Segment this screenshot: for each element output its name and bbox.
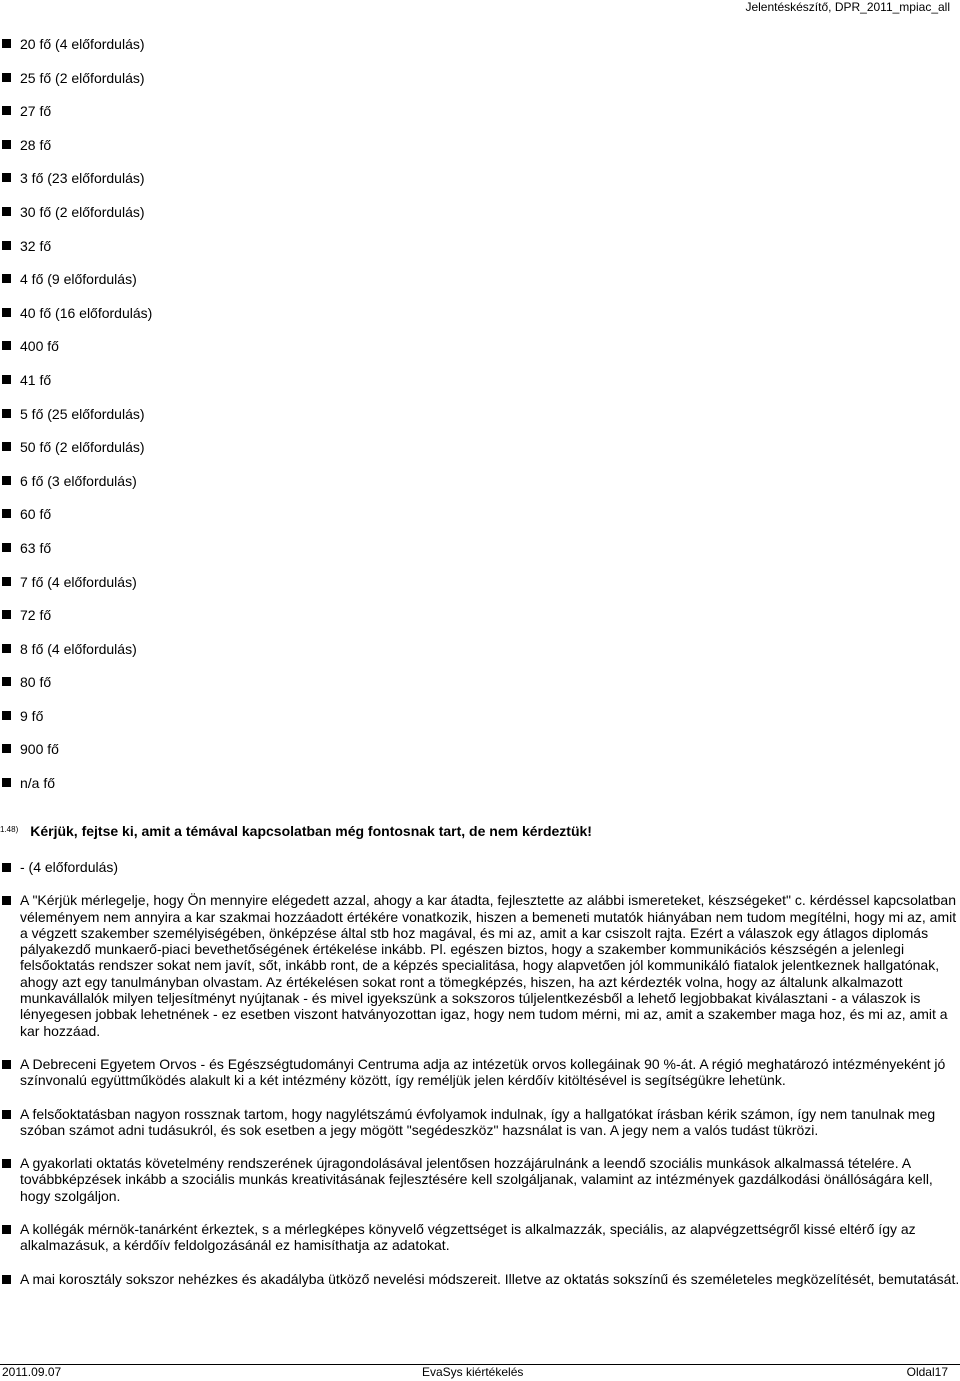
- list-item: [0, 473, 152, 507]
- answer-item: [0, 1056, 960, 1089]
- square-bullet-icon: [2, 896, 11, 905]
- square-bullet-icon: [2, 509, 11, 518]
- square-bullet-icon: [2, 73, 11, 82]
- square-bullet-icon: [2, 140, 11, 149]
- list-item: [0, 170, 152, 204]
- list-item-text: 32 fő: [20, 237, 52, 254]
- list-item-text: 27 fő: [20, 103, 52, 120]
- list-item: [0, 36, 152, 70]
- list-item-text: 900 fő: [20, 741, 59, 758]
- list-item: [0, 641, 152, 675]
- answer-text: - (4 előfordulás): [20, 859, 119, 875]
- open-answer-list: [0, 859, 960, 1287]
- square-bullet-icon: [2, 308, 11, 317]
- list-item: [0, 439, 152, 473]
- list-item-text: 7 fő (4 előfordulás): [20, 573, 137, 590]
- list-item: [0, 103, 152, 137]
- list-item: [0, 271, 152, 305]
- answer-item: [0, 892, 960, 1039]
- answer-text: A mai korosztály sokszor nehézkes és akadályba ütköző nevelési módszereit. Illetve az oktatás sokszínű és személeteles megközelítését, bemutatását.: [20, 1270, 960, 1287]
- list-item-text: 5 fő (25 előfordulás): [20, 405, 145, 422]
- square-bullet-icon: [2, 677, 11, 686]
- list-item: [0, 372, 152, 406]
- square-bullet-icon: [2, 1275, 11, 1284]
- list-item-text: 80 fő: [20, 674, 52, 691]
- list-item-text: 40 fő (16 előfordulás): [20, 304, 153, 321]
- square-bullet-icon: [2, 442, 11, 451]
- answer-text: A kollégák mérnök-tanárként érkeztek, s a mérlegképes könyvelő végzettséget is alkalmazzák, speciális, az alapvégzettségről kissé eltérő így az alkalmazásuk, a kérdőív feldolgozásánál ez hamisíthatja az adatokat.: [20, 1221, 916, 1254]
- answer-text: A "Kérjük mérlegelje, hogy Ön mennyire elégedett azzal, ahogy a kar átadta, fejlesztette az alábbi ismereteket, készségeket" c. kérdéssel kapcsolatban véleményem nem annyira a kar szakmai hozzáadott értékére vonatkozik, hiszen a bemeneti mutatók hiányában nem tudom megítélni, hogy mi az, amit a végzett szakember személyiségében, önképzése által stb hoz magával, és mi az, amit a kar csiszolt rajta. Ezért a válaszok egy átlagos diplomás pályakezdő munkaerő-piaci bevethetőségének értékelése inkább. Pl. egészen biztos, hogy a szakember kommunikációs készségén a jelenlegi felsőoktatás rendszer sokat nem javít, sőt, inkább ront, de a képzés specialitása, hogy alapvetően jól kommunikáló fiatalok jelentkeznek hallgatónak, ahogy azt egy tanulmányban olvastam. Az értékelésen sokat ront a tömegképzés, hiszen, ha azt kérdezték volna, hogy az általunk alkalmazott munkavállalók milyen teljesítményt nyújtanak - és mivel igyekszünk a sokszoros túljelentkezésből a lehető legjobbakat kiválasztani - a válaszok is lényegesen jobbak lehetnének - ez esetben viszont hatványozottan igaz, hogy nem tudom mérni, mi az, amit a szakember maga hoz, és mi az, amit a kar hozzáad.: [20, 892, 957, 1039]
- square-bullet-icon: [2, 610, 11, 619]
- square-bullet-icon: [2, 1110, 11, 1119]
- square-bullet-icon: [2, 241, 11, 250]
- answer-text: A gyakorlati oktatás követelmény rendszerének újragondolásával jelentősen hozzájárulnánk a leendő szociális munkások alkalmassá tételére. A továbbképzések inkább a szociális munkás kreativitásának fejlesztésére kell szolgáljanak, valamint az intézmények gazdálkodási önállóságára kell, hogy szolgáljon.: [20, 1155, 933, 1204]
- square-bullet-icon: [2, 476, 11, 485]
- question-heading: [0, 823, 592, 842]
- list-item-text: 8 fő (4 előfordulás): [20, 640, 137, 657]
- square-bullet-icon: [2, 106, 11, 115]
- square-bullet-icon: [2, 744, 11, 753]
- list-item-text: 28 fő: [20, 136, 52, 153]
- question-text: Kérjük, fejtse ki, amit a témával kapcsolatban még fontosnak tart, de nem kérdeztük!: [30, 823, 592, 839]
- question-number: 1.48): [0, 825, 19, 834]
- square-bullet-icon: [2, 274, 11, 283]
- answer-text: A Debreceni Egyetem Orvos - és Egészségtudományi Centruma adja az intézetük orvos kollegáinak 90 %-át. A régió meghatározó intézményeként jó színvonalú együttműködés alakult ki a két intézmény között, így reméljük jelen kérdőív kitöltésével is segítségükre lehetünk.: [20, 1055, 946, 1089]
- answer-item: [0, 1221, 960, 1254]
- list-item: [0, 305, 152, 339]
- square-bullet-icon: [2, 1225, 11, 1234]
- square-bullet-icon: [2, 863, 11, 872]
- footer-center-label: EvaSys kiértékelés: [422, 1365, 524, 1379]
- footer-date: 2011.09.07: [2, 1365, 62, 1379]
- list-item: [0, 540, 152, 574]
- list-item: [0, 238, 152, 272]
- list-item-text: 9 fő: [20, 707, 44, 724]
- list-item-text: 20 fő (4 előfordulás): [20, 36, 145, 52]
- square-bullet-icon: [2, 711, 11, 720]
- list-item-text: n/a fő: [20, 775, 56, 792]
- list-item-text: 400 fő: [20, 338, 59, 355]
- list-item: [0, 506, 152, 540]
- list-item: [0, 406, 152, 440]
- square-bullet-icon: [2, 341, 11, 350]
- list-item-text: 41 fő: [20, 371, 52, 388]
- square-bullet-icon: [2, 207, 11, 216]
- list-item: [0, 674, 152, 708]
- list-item-text: 50 fő (2 előfordulás): [20, 439, 145, 456]
- square-bullet-icon: [2, 409, 11, 418]
- square-bullet-icon: [2, 778, 11, 787]
- list-item-text: 4 fő (9 előfordulás): [20, 271, 137, 288]
- list-item-text: 72 fő: [20, 607, 52, 624]
- list-item-text: 6 fő (3 előfordulás): [20, 472, 137, 489]
- list-item: [0, 70, 152, 104]
- square-bullet-icon: [2, 1060, 11, 1069]
- list-item: [0, 338, 152, 372]
- list-item: [0, 775, 152, 809]
- footer-page-number: Oldal17: [906, 1365, 948, 1379]
- answer-item: [0, 1155, 960, 1204]
- list-item-text: 30 fő (2 előfordulás): [20, 203, 145, 220]
- answer-item: [0, 1271, 960, 1287]
- square-bullet-icon: [2, 577, 11, 586]
- square-bullet-icon: [2, 644, 11, 653]
- report-header-title: Jelentéskészítő, DPR_2011_mpiac_all: [745, 0, 950, 14]
- list-item-text: 63 fő: [20, 539, 52, 556]
- square-bullet-icon: [2, 375, 11, 384]
- list-item: [0, 741, 152, 775]
- square-bullet-icon: [2, 173, 11, 182]
- list-item-text: 25 fő (2 előfordulás): [20, 69, 145, 86]
- list-item: [0, 607, 152, 641]
- short-answer-list: [0, 36, 152, 809]
- list-item: [0, 574, 152, 608]
- answer-item: [0, 1106, 960, 1139]
- list-item-text: 60 fő: [20, 506, 52, 523]
- list-item: [0, 137, 152, 171]
- page-footer: [0, 1364, 960, 1381]
- answer-item: [0, 859, 960, 875]
- list-item: [0, 204, 152, 238]
- square-bullet-icon: [2, 543, 11, 552]
- square-bullet-icon: [2, 1159, 11, 1168]
- square-bullet-icon: [2, 39, 11, 48]
- answer-text: A felsőoktatásban nagyon rossznak tartom, hogy nagylétszámú évfolyamok indulnak, így a hallgatókat írásban kérik számon, így nem tanulnak meg szóban számot adni tudásukról, és sok esetben a jegy mögött "segédeszköz" hazsnálat is van. A jegy nem a valós tudást tükrözi.: [20, 1105, 936, 1138]
- list-item-text: 3 fő (23 előfordulás): [20, 170, 145, 187]
- list-item: [0, 708, 152, 742]
